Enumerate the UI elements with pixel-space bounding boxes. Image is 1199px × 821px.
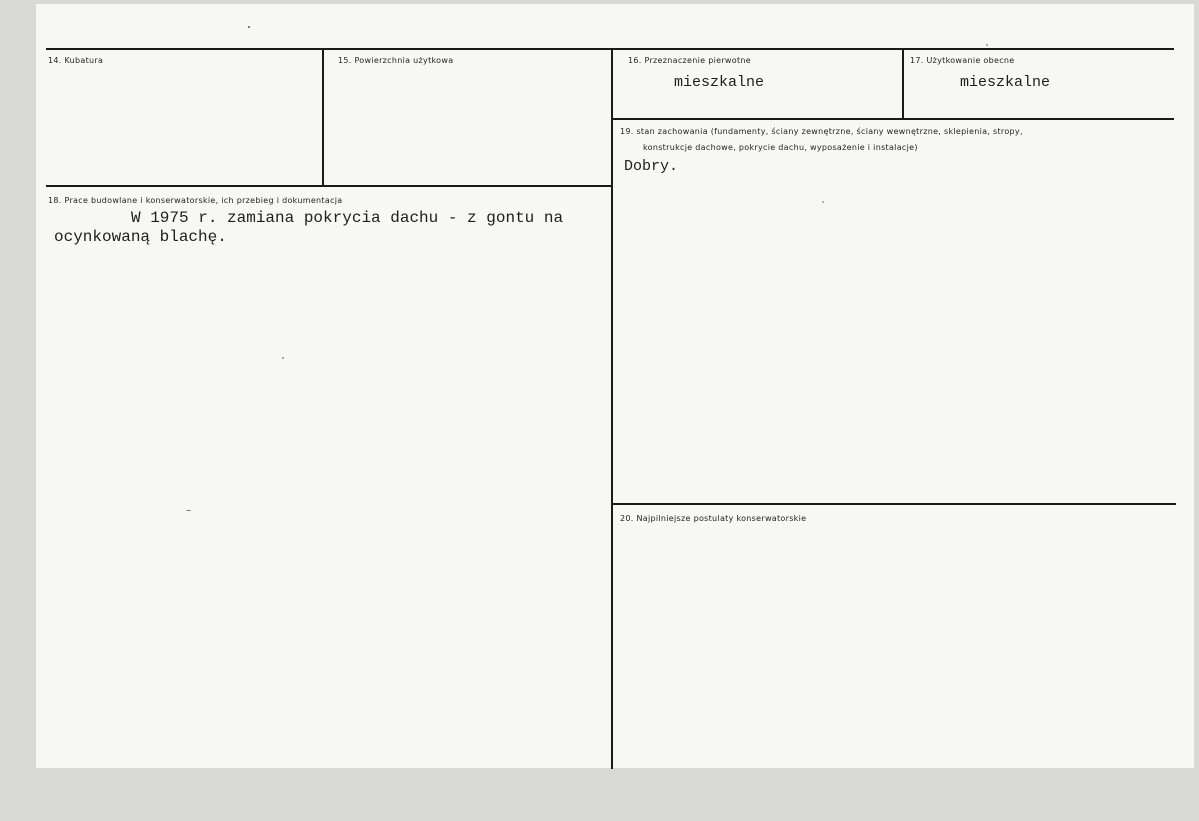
paper-speck <box>186 510 191 511</box>
paper-speck <box>282 357 284 359</box>
field-18-value-line2: ocynkowaną blachę. <box>54 228 227 246</box>
field-20-label: 20. Najpilniejsze postulaty konserwatorskie <box>620 514 807 523</box>
field-18-label: 18. Prace budowlane i konserwatorskie, ich przebieg i dokumentacja <box>48 196 343 205</box>
paper-speck <box>822 201 824 203</box>
center-divider <box>611 49 613 769</box>
field-16-label: 16. Przeznaczenie pierwotne <box>628 56 751 65</box>
field-17-label: 17. Użytkowanie obecne <box>910 56 1015 65</box>
top-rule <box>46 48 1174 50</box>
field-19-value: Dobry. <box>624 158 679 175</box>
field-18-value-line1: W 1975 r. zamiana pokrycia dachu - z gontu na <box>131 209 564 227</box>
field-14-label: 14. Kubatura <box>48 56 104 65</box>
rule-under-14-15 <box>46 185 612 187</box>
divider-16-17 <box>902 49 904 119</box>
rule-above-20 <box>613 503 1176 505</box>
form-card <box>36 4 1194 768</box>
rule-under-16-17 <box>613 118 1174 120</box>
field-15-label: 15. Powierzchnia użytkowa <box>338 56 454 65</box>
divider-14-15 <box>322 49 324 187</box>
field-19-label-line2: konstrukcje dachowe, pokrycie dachu, wyposażenie i instalacje) <box>643 143 918 152</box>
field-19-label-line1: 19. stan zachowania (fundamenty, ściany zewnętrzne, ściany wewnętrzne, sklepienia, stropy, <box>620 127 1023 136</box>
paper-speck <box>248 26 250 28</box>
field-16-value: mieszkalne <box>674 74 765 91</box>
paper-speck <box>986 44 988 46</box>
field-17-value: mieszkalne <box>960 74 1051 91</box>
